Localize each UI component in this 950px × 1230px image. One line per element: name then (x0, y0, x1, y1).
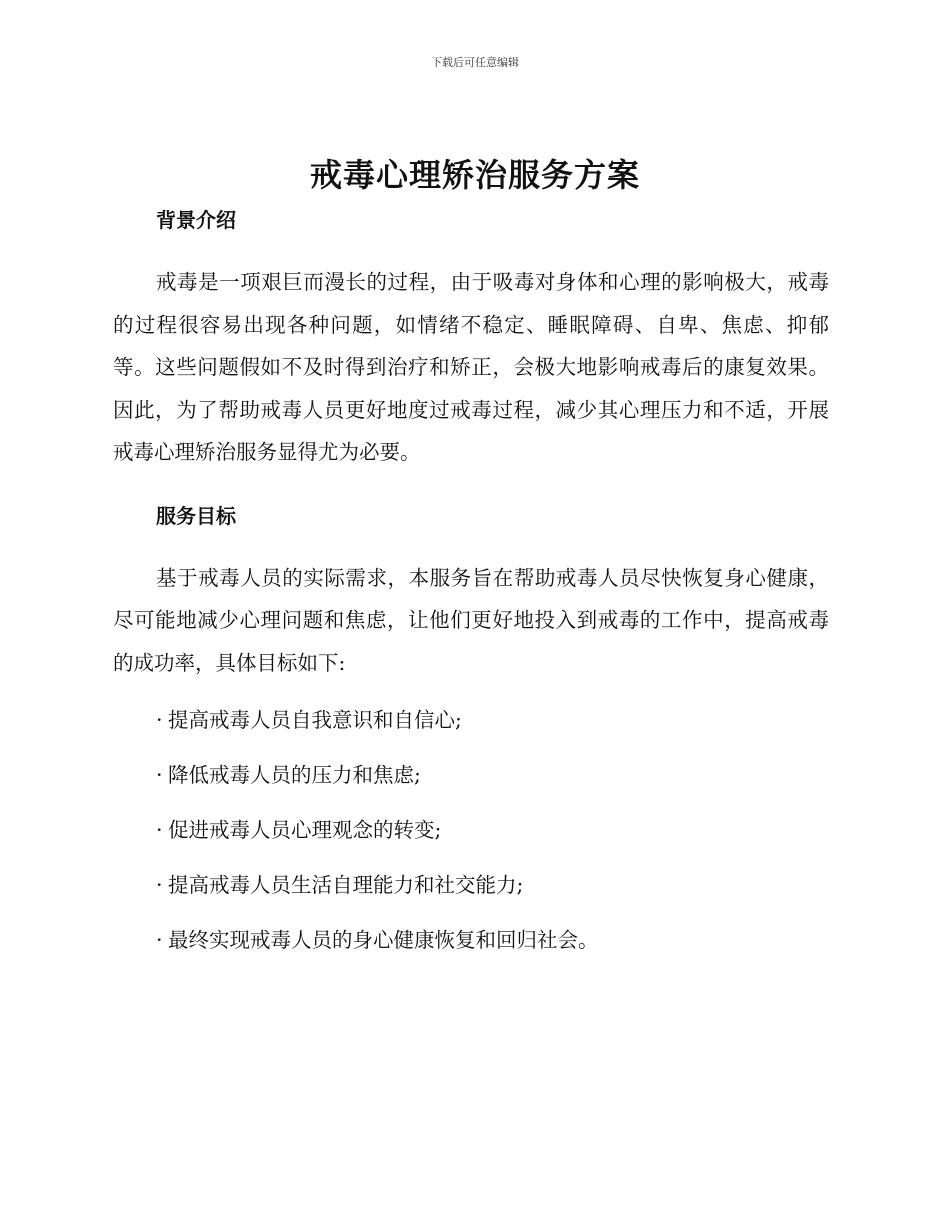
bullet-icon: · (156, 818, 163, 842)
bullet-icon: · (156, 928, 163, 952)
list-item (113, 693, 829, 748)
spacer (113, 532, 829, 557)
document-body (113, 204, 829, 968)
spacer (113, 474, 829, 500)
list-item (113, 913, 829, 968)
list-item (113, 858, 829, 913)
bullet-text: 促进戒毒人员心理观念的转变; (168, 818, 442, 842)
document-title: 戒毒心理矫治服务方案 (309, 156, 640, 194)
list-item (113, 748, 829, 803)
goals-paragraph: 基于戒毒人员的实际需求，本服务旨在帮助戒毒人员尽快恢复身心健康，尽可能地减少心理问题和焦虑，让他们更好地投入到戒毒的工作中，提高戒毒的成功率，具体目标如下: (113, 565, 829, 675)
goals-bullet-list (113, 693, 829, 968)
section-heading-background: 背景介绍 (156, 208, 236, 232)
bullet-text: 降低戒毒人员的压力和焦虑; (168, 763, 421, 787)
bullet-icon: · (156, 873, 163, 897)
spacer (113, 684, 829, 693)
list-item (113, 803, 829, 858)
spacer (113, 236, 829, 261)
bullet-icon: · (156, 763, 163, 787)
background-paragraph: 戒毒是一项艰巨而漫长的过程，由于吸毒对身体和心理的影响极大，戒毒的过程很容易出现各种问题，如情绪不稳定、睡眠障碍、自卑、焦虑、抑郁等。这些问题假如不及时得到治疗和矫正，会极大地影响戒毒后的康复效果。因此，为了帮助戒毒人员更好地度过戒毒过程，减少其心理压力和不适，开展戒毒心理矫治服务显得尤为必要。 (113, 270, 829, 464)
bullet-text: 提高戒毒人员自我意识和自信心; (168, 708, 462, 732)
section-heading-goals: 服务目标 (156, 503, 236, 528)
bullet-text: 提高戒毒人员生活自理能力和社交能力; (168, 873, 524, 897)
bullet-text: 最终实现戒毒人员的身心健康恢复和回归社会。 (168, 928, 599, 952)
page-header-note: 下载后可任意编辑 (431, 56, 519, 69)
bullet-icon: · (156, 708, 163, 732)
